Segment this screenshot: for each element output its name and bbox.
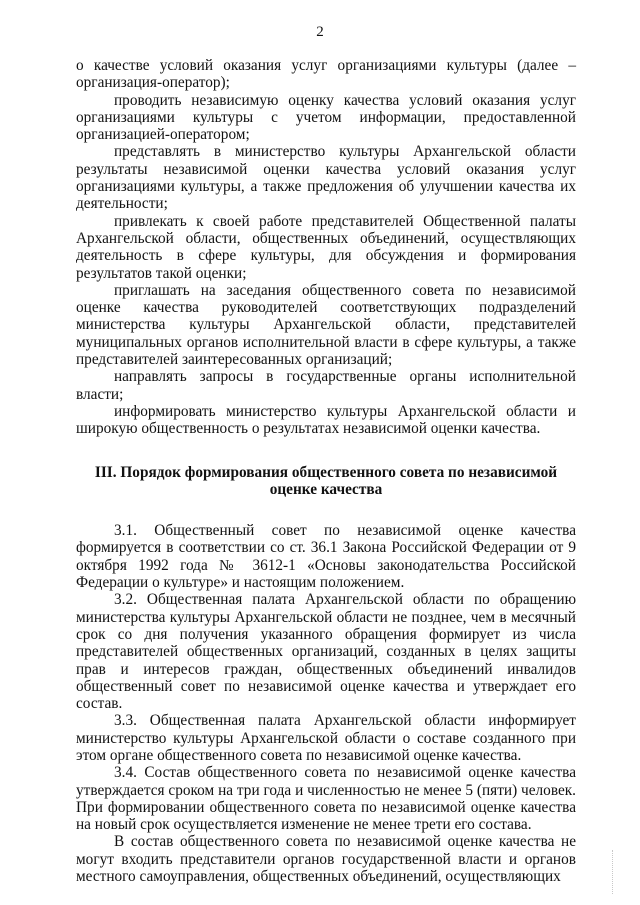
paragraph: 3.3. Общественная палата Архангельской области информирует министерство культуры Архангельской области о составе созданного при этом органе общественного совета по независимой оценке качества. [76,712,576,764]
page-number: 2 [316,24,324,40]
paragraph: 3.1. Общественный совет по независимой оценке качества формируется в соответствии со ст. 36.1 Закона Российской Федерации от 9 октября 1992 года № 3612-1 «Основы законодательства Российской Федерации о культуре» и настоящим положением. [76,522,576,592]
section-heading-line: оценке качества [269,480,383,498]
paragraph: о качестве условий оказания услуг организациями культуры (далее – организация-оператор); [76,57,576,92]
powers-list [76,57,576,438]
document-body [76,57,576,885]
section-body [76,522,576,885]
section-heading [76,464,576,499]
paragraph: привлекать к своей работе представителей Общественной палаты Архангельской области, общественных объединений, осуществляющих деятельность в сфере культуры, для обсуждения и формирования результатов такой оценки; [76,212,576,282]
paragraph: 3.2. Общественная палата Архангельской области по обращению министерства культуры Архангельской области не позднее, чем в месячный срок со дня получения указанного обращения формирует из числа представителей общественных организаций, созданных в целях защиты прав и интересов граждан, общественных объединений инвалидов общественный совет по независимой оценке качества и утверждает его состав. [76,591,576,713]
paragraph: представлять в министерство культуры Архангельской области результаты независимой оценки качества условий оказания услуг организациями культуры, а также предложения об улучшении качества их деятельности; [76,143,576,213]
scan-artifact [612,850,616,894]
paragraph: информировать министерство культуры Архангельской области и широкую общественность о результатах независимой оценки качества. [76,402,576,438]
paragraph: проводить независимую оценку качества условий оказания услуг организациями культуры с учетом информации, предоставленной организацией-оператором; [76,91,576,144]
paragraph: В состав общественного совета по независимой оценке качества не могут входить представители органов государственной власти и органов местного самоуправления, общественных объединений, осуществляющих [76,833,576,886]
section-heading-line: III. Порядок формирования общественного совета по независимой [94,463,558,481]
paragraph: 3.4. Состав общественного совета по независимой оценке качества утверждается сроком на три года и численностью не менее 5 (пяти) человек. При формировании общественного совета по независимой оценке качества на новый срок осуществляется изменение не менее трети его состава. [76,764,576,834]
paragraph: направлять запросы в государственные органы исполнительной власти; [76,368,576,403]
paragraph: приглашать на заседания общественного совета по независимой оценке качества руководителей соответствующих подразделений министерства культуры Архангельской области, представителей муниципальных органов исполнительной власти в сфере культуры, а также представителей заинтересованных организаций; [76,281,576,369]
